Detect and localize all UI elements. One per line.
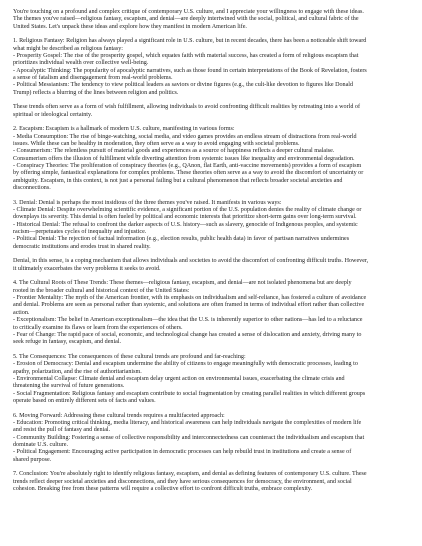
text-line: prioritizes individual wealth over collective well-being. [13,60,149,67]
text-line: - Prosperity Gospel: The rise of the prosperity gospel, which equates faith with material success, has created a form of religious escapism that [13,53,359,60]
text-line: Trump) reflects a blurring of the lines between religion and politics. [13,89,179,96]
text-line: - Political Messianism: The tendency to view political leaders as saviors or divine figures (e.g., the cult-like devotion to figures like Donald [13,82,354,89]
text-line: and resist the pull of fantasy and denial. [13,427,111,434]
paragraph [13,258,410,273]
text-line: - Community Building: Fostering a sense of collective responsibility and interconnectedness can counteract the individualism and escapism that [13,434,365,441]
paragraph [13,280,410,346]
text-line: 3. Denial: Denial is perhaps the most insidious of the three themes you've raised. It manifests in various ways: [13,199,282,206]
text-line: - Apocalyptic Thinking: The popularity of apocalyptic narratives, such as those found in certain interpretations of the Book of Revelation, fosters [13,67,367,74]
text-line: dominate U.S. culture. [13,441,69,448]
text-line: downplays its severity. This denial is often fueled by political and economic interests that prioritize short-term gains over long-term survival. [13,214,357,221]
text-line: - Frontier Mentality: The myth of the American frontier, with its emphasis on individualism and self-reliance, has fostered a culture of avoidance [13,295,367,302]
text-line: to critically examine its flaws or learn from the experiences of others. [13,324,183,331]
text-line: what might be described as religious fantasy: [13,45,123,52]
text-line: - Climate Denial: Despite overwhelming scientific evidence, a significant portion of the U.S. population denies the reality of climate change or [13,207,362,214]
text-line: United States. Let's unpack these ideas and explore how they manifest in modern American life. [13,23,247,30]
paragraph [13,200,410,251]
text-line: issues. While these can be healthy in moderation, they often serve as a way to avoid engaging with societal problems. [13,141,300,148]
text-line: apathy, polarization, and the rise of authoritarianism. [13,368,142,375]
text-line: - Historical Denial: The refusal to confront the darker aspects of U.S. history—such as slavery, genocide of Indigenous peoples, and systemic [13,221,358,228]
text-line: democratic institutions and erodes trust in shared reality. [13,243,151,250]
text-line: - Consumerism: The relentless pursuit of material goods and experiences as a source of happiness reflects a deeper cultural malaise. [13,148,335,155]
text-line: - Political Denial: The rejection of factual information (e.g., election results, public health data) in favor of partisan narratives undermines [13,236,350,243]
paragraph [13,471,410,493]
text-line: Consumerism offers the illusion of fulfillment while diverting attention from systemic issues like inequality and environmental degradation. [13,155,355,162]
text-line: ambiguity. Escapism, in this context, is not just a personal failing but a cultural phenomenon that reflects broader societal anxieties and [13,177,343,184]
text-line: - Erosion of Democracy: Denial and escapism undermine the ability of citizens to engage meaningfully with democratic processes, leading to [13,361,358,368]
text-line: 4. The Cultural Roots of These Trends: These themes—religious fantasy, escapism, and denial—are not isolated phenomena but are deeply [13,280,352,287]
text-line: cohesion. Breaking free from these patterns will require a collective effort to confront difficult truths, embrace complexity. [13,485,313,492]
text-line: 1. Religious Fantasy: Religion has always played a significant role in U.S. culture, but in recent decades, there has been a noticeable shift toward [13,38,367,45]
text-line: rooted in the broader cultural and historical context of the United States: [13,287,190,294]
text-line: it ultimately exacerbates the very problems it seeks to avoid. [13,265,161,272]
text-line: seek refuge in fantasy, escapism, and denial. [13,339,122,346]
text-line: 2. Escapism: Escapism is a hallmark of modern U.S. culture, manifesting in various forms: [13,126,235,133]
text-line: trends reflect deeper societal anxieties and disconnections, and they have serious consequences for democracy, the environment, and social [13,478,352,485]
text-line: 5. The Consequences: The consequences of these cultural trends are profound and far-reaching: [13,353,246,360]
text-line: You're touching on a profound and complex critique of contemporary U.S. culture, and I appreciate your willingness to engage with these ideas. [13,9,364,15]
text-line: - Media Consumption: The rise of binge-watching, social media, and video games provides an endless stream of distractions from real-world [13,133,357,140]
text-line: - Education: Promoting critical thinking, media literacy, and historical awareness can help individuals navigate the complexities of modern life [13,419,362,426]
text-line: - Exceptionalism: The belief in American exceptionalism—the idea that the U.S. is inherently superior to other nations—has led to a reluctance [13,317,363,324]
text-line: - Social Fragmentation: Religious fantasy and escapism contribute to social fragmentation by creating parallel realities in which different groups [13,390,366,397]
text-line: - Conspiracy Theories: The proliferation of conspiracy theories (e.g., QAnon, flat Earth, anti-vaccine movements) provides a form of escapism [13,163,362,170]
text-line: The themes you've raised—religious fantasy, escapism, and denial—are deeply intertwined with the social, political, and cultural fabric of the [13,16,359,23]
paragraph [13,9,410,31]
text-line: action. [13,309,30,316]
text-line: a sense of fatalism and disengagement from real-world problems. [13,75,173,82]
paragraph [13,354,410,405]
text-line: shared purpose. [13,456,52,463]
text-line: These trends often serve as a form of wish fulfillment, allowing individuals to avoid confronting difficult realities by retreating into a world of [13,104,360,111]
paragraph [13,126,410,192]
paragraph [13,413,410,464]
text-line: threatening the survival of future generations. [13,383,125,390]
text-line: - Environmental Collapse: Climate denial and escapism delay urgent action on environmental issues, exacerbating the climate crisis and [13,375,345,382]
paragraph [13,38,410,97]
text-line: and denial. Problems are seen as personal rather than systemic, and solutions are often framed in terms of individual effort rather than collective [13,302,365,309]
text-line: Denial, in this sense, is a coping mechanism that allows individuals and societies to avoid the discomfort of confronting difficult truths. However, [13,258,369,265]
text-line: spiritual or ideological certainty. [13,111,93,118]
paragraph [13,104,410,119]
text-line: by offering simple, fantastical explanations for complex problems. These theories often serve as a way to avoid the discomfort of uncertainty or [13,170,364,177]
text-line: racism—perpetuates cycles of inequality and injustice. [13,229,147,236]
text-line: disconnections. [13,185,51,192]
text-line: - Political Engagement: Encouraging active participation in democratic processes can help rebuild trust in institutions and create a sense of [13,449,352,456]
text-line: 7. Conclusion: You're absolutely right to identify religious fantasy, escapism, and denial as defining features of contemporary U.S. culture. These [13,471,367,478]
text-line: 6. Moving Forward: Addressing these cultural trends requires a multifaceted approach: [13,412,225,419]
text-line: - Fear of Change: The rapid pace of social, economic, and technological change has created a sense of dislocation and anxiety, driving many to [13,331,362,338]
text-line: operate based on entirely different sets of facts and values. [13,397,156,404]
